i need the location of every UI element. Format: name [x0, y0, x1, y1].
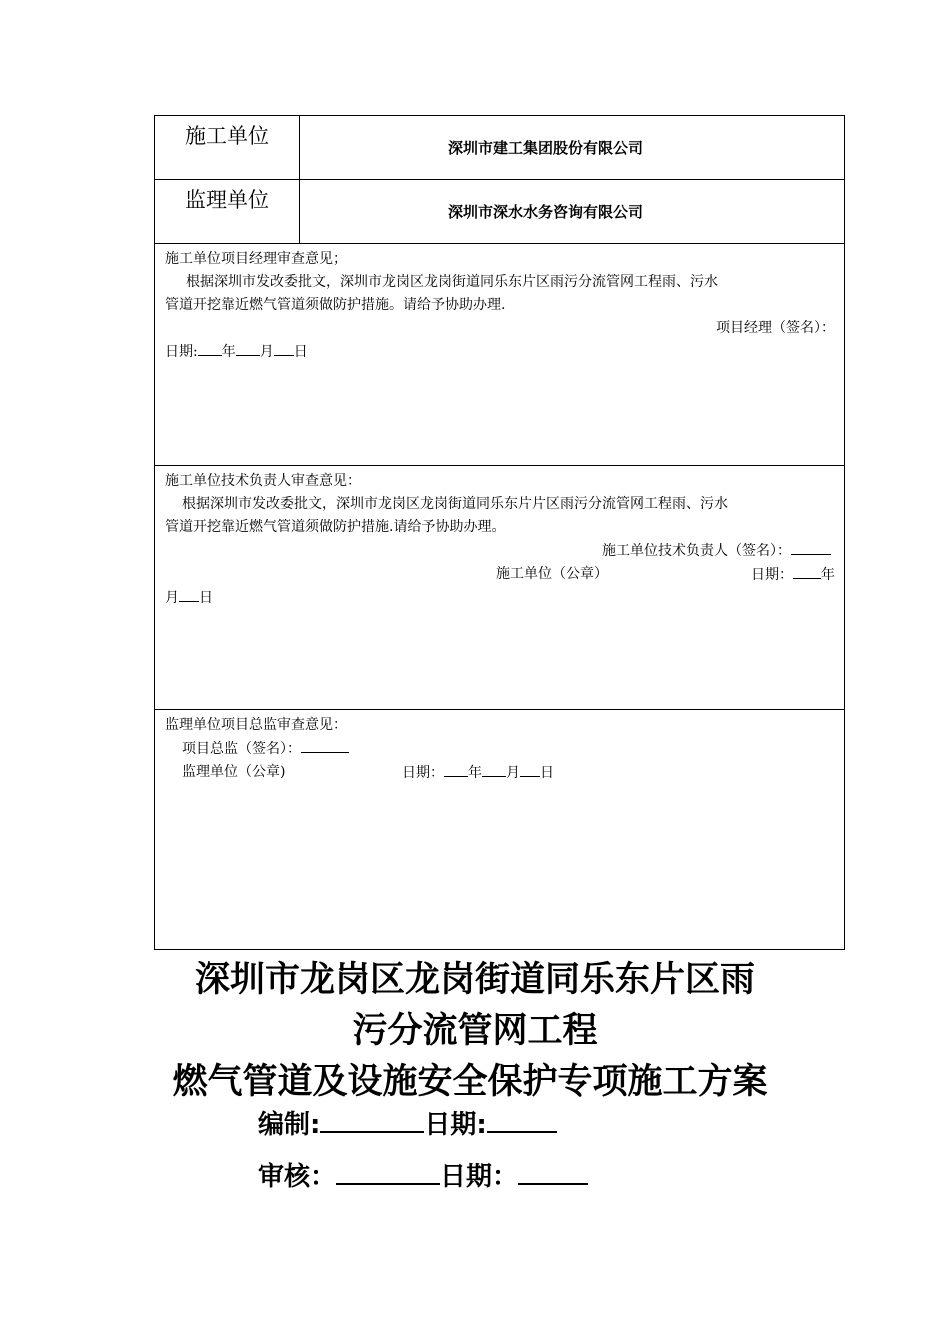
prepared-date-label: 日期:: [424, 1110, 487, 1140]
supervisor-month-blank: [482, 761, 506, 777]
supervisor-signature-blank: [301, 737, 349, 753]
reviewed-line: [258, 1156, 588, 1193]
pm-review-row: [155, 244, 845, 466]
pm-date-label: 日期:: [165, 344, 198, 360]
tech-date-label: 日期：: [751, 567, 793, 583]
supervisor-review-row: [155, 710, 845, 950]
document-title-line1: 深圳市龙岗区龙岗街道同乐东片区雨: [194, 959, 755, 1000]
pm-review-title: 施工单位项目经理审查意见；: [165, 251, 347, 267]
tech-month-blank: [179, 586, 199, 602]
supervisor-month-label: 月: [506, 765, 520, 781]
supervision-unit-label: 监理单位: [155, 180, 300, 244]
supervision-unit-row: [155, 180, 845, 244]
pm-review-body-line2: 管道开挖靠近燃气管道须做防护措施。请给予协助办理.: [165, 297, 506, 313]
tech-seal-label: 施工单位（公章）: [496, 566, 608, 582]
pm-date-line: [165, 340, 835, 364]
tech-signature-label: 施工单位技术负责人（签名）：: [602, 543, 791, 559]
supervisor-day-blank: [520, 761, 540, 777]
pm-year-label: 年: [221, 344, 236, 360]
pm-review-section: [155, 244, 845, 466]
construction-unit-value: 深圳市建工集团股份有限公司: [300, 116, 845, 180]
tech-review-section: [155, 466, 845, 710]
tech-review-body-line1: 根据深圳市发改委批文，深圳市龙岗区龙岗街道同乐东片片区雨污分流管网工程雨、污水: [182, 496, 728, 512]
pm-month-blank: [236, 340, 260, 356]
prepared-label: 编制:: [258, 1110, 321, 1140]
prepared-date-blank: [487, 1105, 557, 1133]
supervisor-seal-date-line: [165, 761, 835, 784]
approval-form-table: [154, 115, 845, 950]
tech-review-row: [155, 466, 845, 710]
pm-year-blank: [198, 340, 222, 356]
prepared-line: [258, 1104, 557, 1141]
pm-day-blank: [274, 340, 294, 356]
supervisor-year-blank: [444, 761, 468, 777]
tech-seal-date-line: [165, 563, 835, 586]
document-title-line2: 污分流管网工程: [352, 1010, 598, 1051]
document-title-line3: 燃气管道及设施安全保护专项施工方案: [172, 1061, 768, 1102]
reviewed-label: 审核：: [258, 1162, 337, 1192]
reviewed-blank: [336, 1157, 440, 1185]
supervisor-year-label: 年: [468, 765, 482, 781]
construction-unit-row: [155, 116, 845, 180]
tech-signature-blank: [791, 539, 831, 555]
construction-unit-label: 施工单位: [155, 116, 300, 180]
supervisor-date-label: 日期：: [402, 765, 444, 781]
tech-year-blank: [793, 563, 821, 579]
tech-signature-line: [165, 539, 835, 563]
tech-year-label: 年: [821, 567, 835, 583]
tech-month-label: 月: [165, 590, 179, 606]
supervisor-signature-label: 项目总监（签名）：: [182, 741, 301, 757]
tech-review-title: 施工单位技术负责人审查意见：: [165, 473, 361, 489]
reviewed-date-blank: [518, 1157, 588, 1185]
supervisor-review-section: [155, 710, 845, 950]
supervisor-day-label: 日: [540, 765, 554, 781]
pm-month-label: 月: [259, 344, 274, 360]
pm-signature: 项目经理（签名）：: [716, 320, 835, 336]
supervisor-signature-line: [165, 737, 835, 761]
pm-review-body-line1: 根据深圳市发改委批文，深圳市龙岗区龙岗街道同乐东片区雨污分流管网工程雨、污水: [186, 274, 718, 290]
supervisor-seal-label: 监理单位（公章): [182, 764, 286, 780]
tech-month-day-line: [165, 586, 835, 610]
tech-day-label: 日: [199, 590, 213, 606]
reviewed-date-label: 日期：: [440, 1162, 519, 1192]
supervision-unit-value: 深圳市深水水务咨询有限公司: [300, 180, 845, 244]
supervisor-review-title: 监理单位项目总监审查意见：: [165, 717, 347, 733]
tech-review-body-line2: 管道开挖靠近燃气管道须做防护措施.请给予协助办理。: [165, 519, 506, 535]
prepared-blank: [320, 1105, 424, 1133]
pm-day-label: 日: [293, 344, 308, 360]
